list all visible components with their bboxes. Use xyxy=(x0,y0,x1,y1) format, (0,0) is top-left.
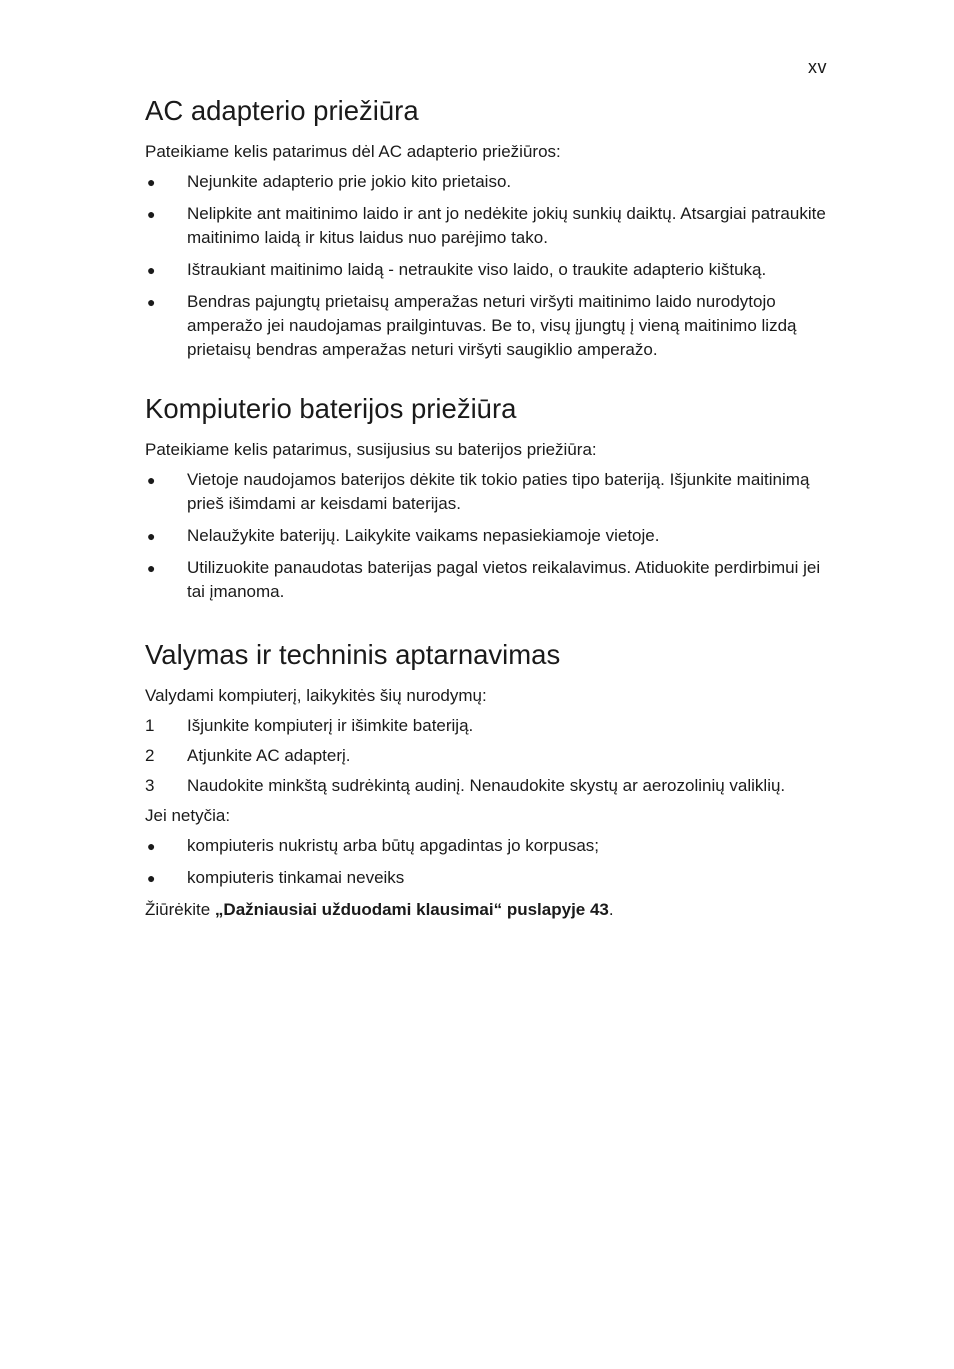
list-item-text: Ištraukiant maitinimo laidą - netraukite viso laido, o traukite adapterio kištuką. xyxy=(187,260,767,279)
bullet-icon: ● xyxy=(147,472,156,488)
step-text: Naudokite minkštą sudrėkintą audinį. Nenaudokite skystų ar aerozolinių valiklių. xyxy=(187,776,786,795)
bullet-icon: ● xyxy=(147,838,156,854)
bullet-list xyxy=(145,468,835,604)
section-title: AC adapterio priežiūra xyxy=(145,95,419,126)
list-item xyxy=(145,202,835,250)
step-text: Išjunkite kompiuterį ir išimkite bateriją. xyxy=(187,716,474,735)
step-number: 3 xyxy=(145,776,155,795)
section-intro: Pateikiame kelis patarimus, susijusius su baterijos priežiūra: xyxy=(145,440,597,459)
section-cleaning xyxy=(145,638,835,922)
section-title: Valymas ir techninis aptarnavimas xyxy=(145,639,561,670)
bullet-icon: ● xyxy=(147,206,156,222)
bullet-icon: ● xyxy=(147,560,156,576)
list-item xyxy=(145,556,835,604)
numbered-item xyxy=(145,714,835,738)
page-number: xv xyxy=(808,57,827,77)
list-item xyxy=(145,834,835,858)
list-item xyxy=(145,524,835,548)
bullet-icon: ● xyxy=(147,528,156,544)
cross-reference-link[interactable]: „Dažniausiai užduodami klausimai“ puslapyje 43 xyxy=(214,900,609,919)
section-ac-adapter xyxy=(145,94,835,362)
list-item-text: kompiuteris tinkamai neveiks xyxy=(187,868,405,887)
bullet-list xyxy=(145,170,835,362)
bullet-icon: ● xyxy=(147,294,156,310)
section-battery xyxy=(145,392,835,604)
numbered-item xyxy=(145,774,835,798)
cross-reference-suffix: . xyxy=(608,900,614,919)
bullet-icon: ● xyxy=(147,870,156,886)
page-content xyxy=(145,94,835,956)
list-item xyxy=(145,468,835,516)
list-item xyxy=(145,290,835,362)
list-item-text: Nelipkite ant maitinimo laido ir ant jo nedėkite jokių sunkių daiktų. Atsargiai patraukite maitinimo laidą ir kitus laidus nuo parėjimo tako. xyxy=(187,204,826,247)
bullet-icon: ● xyxy=(147,174,156,190)
section-intro: Valydami kompiuterį, laikykitės šių nurodymų: xyxy=(145,686,487,705)
step-number: 1 xyxy=(145,716,155,735)
step-text: Atjunkite AC adapterį. xyxy=(187,746,351,765)
bullet-icon: ● xyxy=(147,262,156,278)
numbered-list xyxy=(145,714,835,798)
list-item-text: Nelaužykite baterijų. Laikykite vaikams nepasiekiamoje vietoje. xyxy=(187,526,660,545)
list-item-text: Bendras pajungtų prietaisų amperažas neturi viršyti maitinimo laido nurodytojo amperažo jei naudojamas prailgintuvas. Be to, visų įjungtų į vieną maitinimo lizdą prietaisų bendras amperažas neturi viršyti saugiklio amperažo. xyxy=(187,292,797,359)
cross-reference xyxy=(145,898,835,922)
cross-reference-prefix: Žiūrėkite xyxy=(145,900,215,919)
section-intro: Pateikiame kelis patarimus dėl AC adapterio priežiūros: xyxy=(145,142,561,161)
step-number: 2 xyxy=(145,746,155,765)
accident-intro: Jei netyčia: xyxy=(145,806,231,825)
list-item-text: kompiuteris nukristų arba būtų apgadintas jo korpusas; xyxy=(187,836,600,855)
bullet-list xyxy=(145,834,835,890)
list-item-text: Nejunkite adapterio prie jokio kito prietaiso. xyxy=(187,172,512,191)
list-item-text: Utilizuokite panaudotas baterijas pagal vietos reikalavimus. Atiduokite perdirbimui jei tai įmanoma. xyxy=(187,558,821,601)
list-item xyxy=(145,170,835,194)
list-item xyxy=(145,866,835,890)
list-item xyxy=(145,258,835,282)
section-title: Kompiuterio baterijos priežiūra xyxy=(145,393,517,424)
list-item-text: Vietoje naudojamos baterijos dėkite tik tokio paties tipo bateriją. Išjunkite maitinimą prieš išimdami ar keisdami baterijas. xyxy=(187,470,810,513)
numbered-item xyxy=(145,744,835,768)
